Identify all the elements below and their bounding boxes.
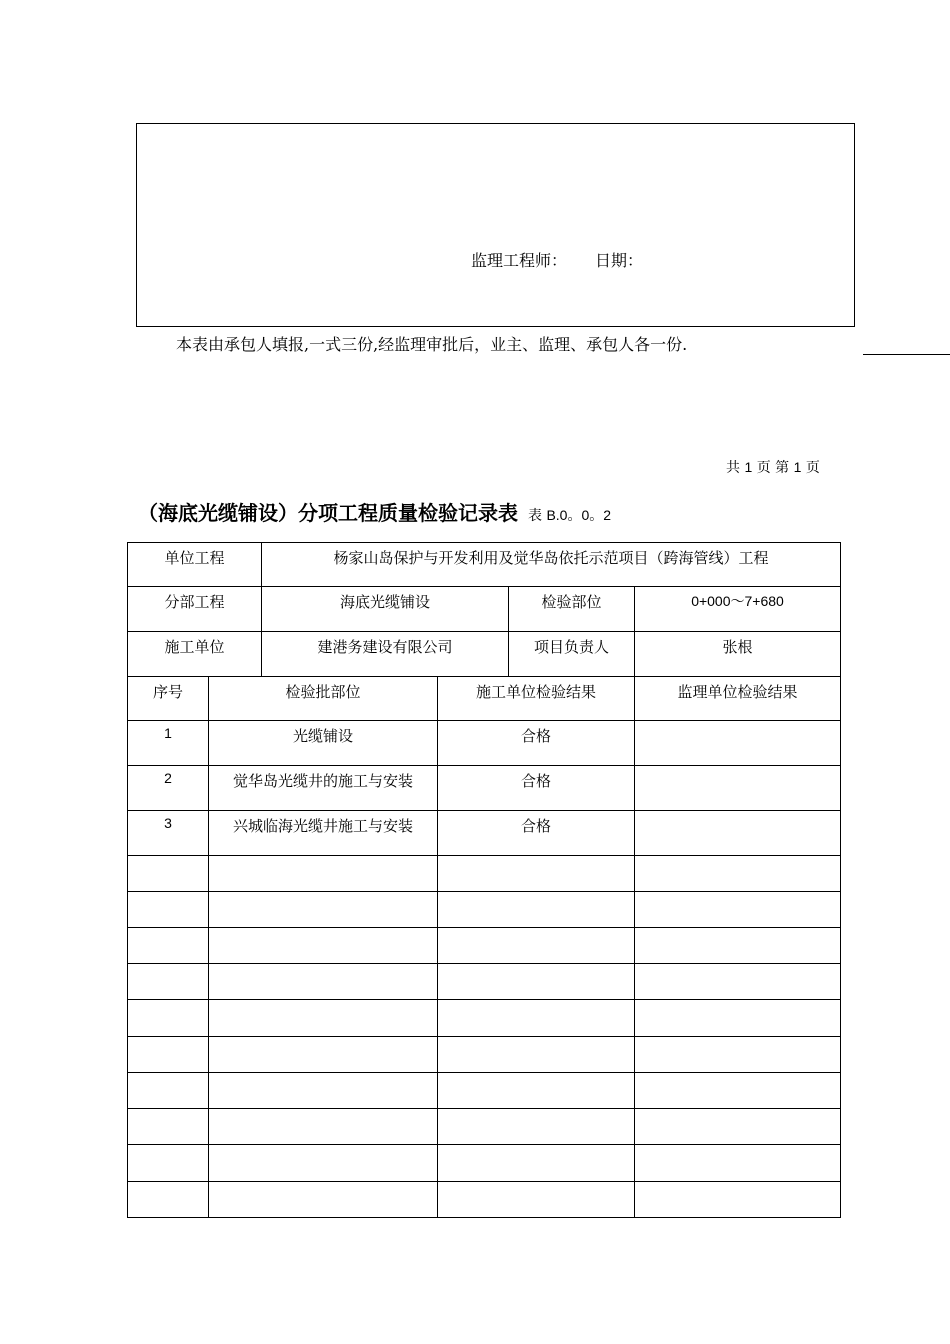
row-supervisor-result-cell: [635, 964, 841, 1000]
table-row: [128, 1109, 841, 1145]
table-header-row: [128, 677, 841, 721]
form-code-value: B.0。0。2: [546, 507, 612, 523]
row-supervisor-result-cell: [635, 1037, 841, 1073]
row-supervisor-result-cell: [635, 811, 841, 856]
row-supervisor-result-cell: [635, 1073, 841, 1109]
row-supervisor-result-cell: [635, 928, 841, 964]
contractor-label: 施工单位: [128, 632, 262, 677]
row-batch-location-cell: [209, 1073, 438, 1109]
row-contractor-result-cell: [438, 892, 635, 928]
col-header-contractor-result: 施工单位检验结果: [438, 677, 635, 721]
table-row: [128, 1037, 841, 1073]
pager-page-prefix: 第: [775, 460, 790, 476]
table-row: [128, 811, 841, 856]
row-seq-cell: [128, 1000, 209, 1037]
row-seq-cell: [128, 892, 209, 928]
row-seq-cell: [128, 1109, 209, 1145]
form-code-prefix: 表: [528, 508, 542, 524]
table-row: [128, 892, 841, 928]
row-seq-cell: 1: [128, 721, 209, 766]
divider-line: [863, 354, 950, 355]
row-batch-location-cell: [209, 1000, 438, 1037]
form-title: [138, 497, 611, 526]
inspection-part-label: 检验部位: [509, 587, 635, 632]
inspection-part-value: 0+000～7+680: [635, 587, 841, 632]
table-row: [128, 856, 841, 892]
row-seq-cell: [128, 928, 209, 964]
row-contractor-result-cell: [438, 856, 635, 892]
table-row: [128, 1145, 841, 1182]
row-batch-location-cell: [209, 856, 438, 892]
row-seq-cell: 2: [128, 766, 209, 811]
unit-project-label: 单位工程: [128, 543, 262, 587]
row-contractor-result-cell: [438, 1073, 635, 1109]
col-header-supervisor-result: 监理单位检验结果: [635, 677, 841, 721]
page-counter: [726, 457, 820, 477]
row-batch-location-cell: [209, 964, 438, 1000]
row-seq-cell: [128, 964, 209, 1000]
row-batch-location-cell: [209, 1109, 438, 1145]
row-contractor-result-cell: [438, 1000, 635, 1037]
row-contractor-result-cell: [438, 928, 635, 964]
project-lead-value: 张根: [635, 632, 841, 677]
inspection-records-table: [127, 676, 841, 1218]
row-contractor-result-cell: 合格: [438, 811, 635, 856]
row-batch-location-cell: 光缆铺设: [209, 721, 438, 766]
row-contractor-result-cell: [438, 1182, 635, 1218]
signature-line: [471, 248, 643, 271]
project-lead-label: 项目负责人: [509, 632, 635, 677]
date-label: 日期：: [595, 251, 644, 270]
row-batch-location-cell: [209, 1145, 438, 1182]
row-supervisor-result-cell: [635, 1000, 841, 1037]
pager-page-suffix: 页: [805, 460, 820, 476]
row-contractor-result-cell: [438, 1109, 635, 1145]
pager-total-prefix: 共: [726, 460, 740, 476]
table-row: [128, 928, 841, 964]
row-batch-location-cell: 觉华岛光缆井的施工与安装: [209, 766, 438, 811]
row-batch-location-cell: [209, 1182, 438, 1218]
pager-total-suffix: 页: [756, 460, 771, 476]
table-row: [128, 1182, 841, 1218]
table-row: [128, 721, 841, 766]
row-seq-cell: 3: [128, 811, 209, 856]
form-code: [528, 508, 611, 524]
row-supervisor-result-cell: [635, 721, 841, 766]
supervisor-approval-box: [136, 123, 855, 327]
table-row: [128, 766, 841, 811]
contractor-value: 建港务建设有限公司: [262, 632, 509, 677]
table-row: [128, 1000, 841, 1037]
pager-page: 1: [793, 459, 802, 475]
row-supervisor-result-cell: [635, 1145, 841, 1182]
sub-project-label: 分部工程: [128, 587, 262, 632]
pager-total: 1: [744, 459, 753, 475]
row-batch-location-cell: [209, 928, 438, 964]
row-seq-cell: [128, 1037, 209, 1073]
table-row: [128, 964, 841, 1000]
row-seq-cell: [128, 856, 209, 892]
row-contractor-result-cell: [438, 1037, 635, 1073]
row-supervisor-result-cell: [635, 856, 841, 892]
row-contractor-result-cell: 合格: [438, 766, 635, 811]
col-header-seq: 序号: [128, 677, 209, 721]
row-supervisor-result-cell: [635, 1182, 841, 1218]
col-header-batch-location: 检验批部位: [209, 677, 438, 721]
row-batch-location-cell: 兴城临海光缆井施工与安装: [209, 811, 438, 856]
distribution-note: 本表由承包人填报,一式三份,经监理审批后，业主、监理、承包人各一份.: [176, 335, 688, 354]
unit-project-value: 杨家山岛保护与开发利用及觉华岛依托示范项目（跨海管线）工程: [262, 543, 841, 587]
table-row: [128, 1073, 841, 1109]
form-title-main: （海底光缆铺设）分项工程质量检验记录表: [138, 501, 518, 525]
row-seq-cell: [128, 1145, 209, 1182]
row-contractor-result-cell: [438, 964, 635, 1000]
row-seq-cell: [128, 1073, 209, 1109]
row-supervisor-result-cell: [635, 766, 841, 811]
row-supervisor-result-cell: [635, 892, 841, 928]
row-batch-location-cell: [209, 1037, 438, 1073]
row-contractor-result-cell: [438, 1145, 635, 1182]
row-batch-location-cell: [209, 892, 438, 928]
row-seq-cell: [128, 1182, 209, 1218]
row-contractor-result-cell: 合格: [438, 721, 635, 766]
engineer-label: 监理工程师：: [471, 251, 568, 270]
header-info-table: [127, 542, 841, 677]
row-supervisor-result-cell: [635, 1109, 841, 1145]
sub-project-value: 海底光缆铺设: [262, 587, 509, 632]
